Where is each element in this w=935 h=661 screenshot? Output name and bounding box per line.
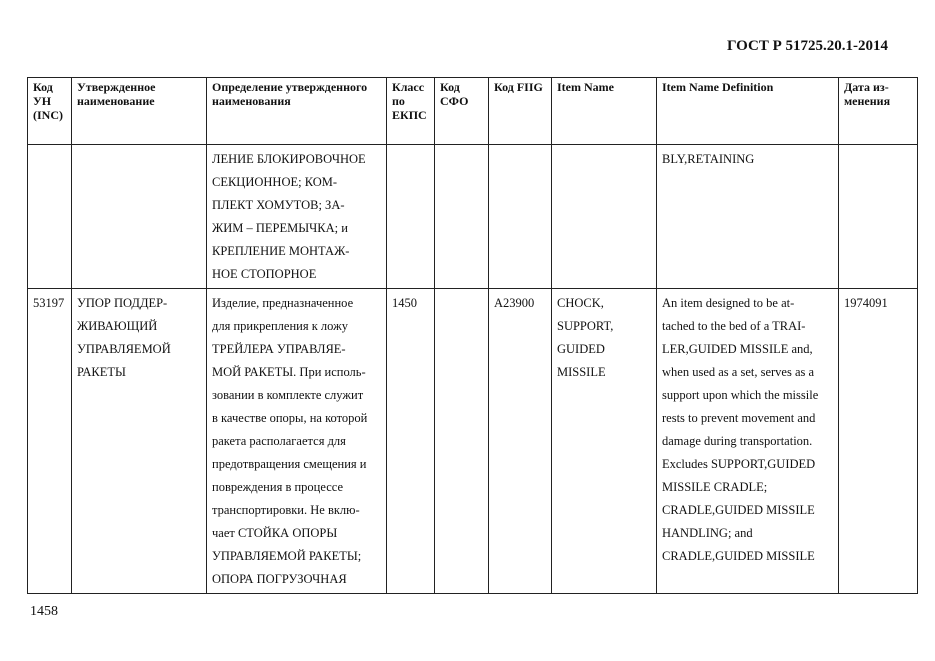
col-inc: Код УН (INC) (28, 78, 72, 145)
col-sfo: Код СФО (435, 78, 489, 145)
cell-inc (28, 145, 72, 289)
text-line: CRADLE,GUIDED MISSILE (662, 503, 815, 517)
text-line: КРЕПЛЕНИЕ МОНТАЖ- (212, 244, 350, 258)
text-line: rests to prevent movement and (662, 411, 816, 425)
col-change-date: Дата из- менения (839, 78, 918, 145)
text-line: ПЛЕКТ ХОМУТОВ; ЗА- (212, 198, 345, 212)
text-line: CHOCK, (557, 296, 604, 310)
text-line: НОЕ СТОПОРНОЕ (212, 267, 317, 281)
text-line: MISSILE (557, 365, 606, 379)
cell-item-name (552, 289, 657, 594)
cell-fiig (489, 145, 552, 289)
text-line: An item designed to be at- (662, 296, 795, 310)
text-line: УПРАВЛЯЕМОЙ (77, 342, 171, 356)
text-line: CRADLE,GUIDED MISSILE (662, 549, 815, 563)
cell-item-name (552, 145, 657, 289)
col-class: Класс по ЕКПС (387, 78, 435, 145)
text-line: ЖИВАЮЩИЙ (77, 319, 158, 333)
table-row (28, 289, 918, 594)
text-line: when used as a set, serves as a (662, 365, 815, 379)
text-line: Excludes SUPPORT,GUIDED (662, 457, 816, 471)
text-line: ЛЕНИЕ БЛОКИРОВОЧНОЕ (212, 152, 366, 166)
text-line: РАКЕТЫ (77, 365, 126, 379)
text-line: УПРАВЛЯЕМОЙ РАКЕТЫ; (212, 549, 362, 563)
text-line: SUPPORT, (557, 319, 614, 333)
text-line: СЕКЦИОННОЕ; КОМ- (212, 175, 338, 189)
header-row (28, 78, 918, 145)
text-line: МОЙ РАКЕТЫ. При исполь- (212, 365, 366, 379)
text-line: предотвращения смещения и (212, 457, 367, 471)
cell-class (387, 145, 435, 289)
text-line: для прикрепления к ложу (212, 319, 348, 333)
text-line: support upon which the missile (662, 388, 819, 402)
cell-inc: 53197 (28, 289, 72, 594)
text-line: повреждения в процессе (212, 480, 343, 494)
text-line: MISSILE CRADLE; (662, 480, 768, 494)
text-line: ракета располагается для (212, 434, 346, 448)
cell-approved-name (72, 145, 207, 289)
text-line: УПОР ПОДДЕР- (77, 296, 168, 310)
text-line: Изделие, предназначенное (212, 296, 354, 310)
col-item-definition: Item Name Definition (657, 78, 839, 145)
cell-approved-name (72, 289, 207, 594)
cell-fiig: A23900 (489, 289, 552, 594)
text-line: LER,GUIDED MISSILE and, (662, 342, 813, 356)
cell-class: 1450 (387, 289, 435, 594)
cell-change-date (839, 145, 918, 289)
cell-item-definition (657, 145, 839, 289)
document-code: ГОСТ Р 51725.20.1-2014 (726, 38, 888, 54)
text-line: чает СТОЙКА ОПОРЫ (212, 526, 338, 540)
table-row (28, 145, 918, 289)
col-item-name: Item Name (552, 78, 657, 145)
text-line: транспортировки. Не вклю- (212, 503, 360, 517)
cell-item-definition (657, 289, 839, 594)
cell-definition (207, 145, 387, 289)
text-line: ЖИМ – ПЕРЕМЫЧКА; и (212, 221, 348, 235)
catalog-table (27, 77, 918, 594)
cell-change-date: 1974091 (839, 289, 918, 594)
text-line: зовании в комплекте служит (212, 388, 364, 402)
text-line: BLY,RETAINING (662, 152, 755, 166)
text-line: HANDLING; and (662, 526, 753, 540)
text-line: damage during transportation. (662, 434, 813, 448)
cell-sfo (435, 289, 489, 594)
col-approved-name: Утвержденное наименование (72, 78, 207, 145)
page-number: 1458 (30, 604, 58, 619)
text-line: ТРЕЙЛЕРА УПРАВЛЯЕ- (212, 342, 346, 356)
text-line: GUIDED (557, 342, 605, 356)
text-line: в качестве опоры, на которой (212, 411, 368, 425)
text-line: ОПОРА ПОГРУЗОЧНАЯ (212, 572, 347, 586)
col-definition: Определение утвержденного наименования (207, 78, 387, 145)
col-fiig: Код FIIG (489, 78, 552, 145)
cell-sfo (435, 145, 489, 289)
cell-definition (207, 289, 387, 594)
text-line: tached to the bed of a TRAI- (662, 319, 806, 333)
